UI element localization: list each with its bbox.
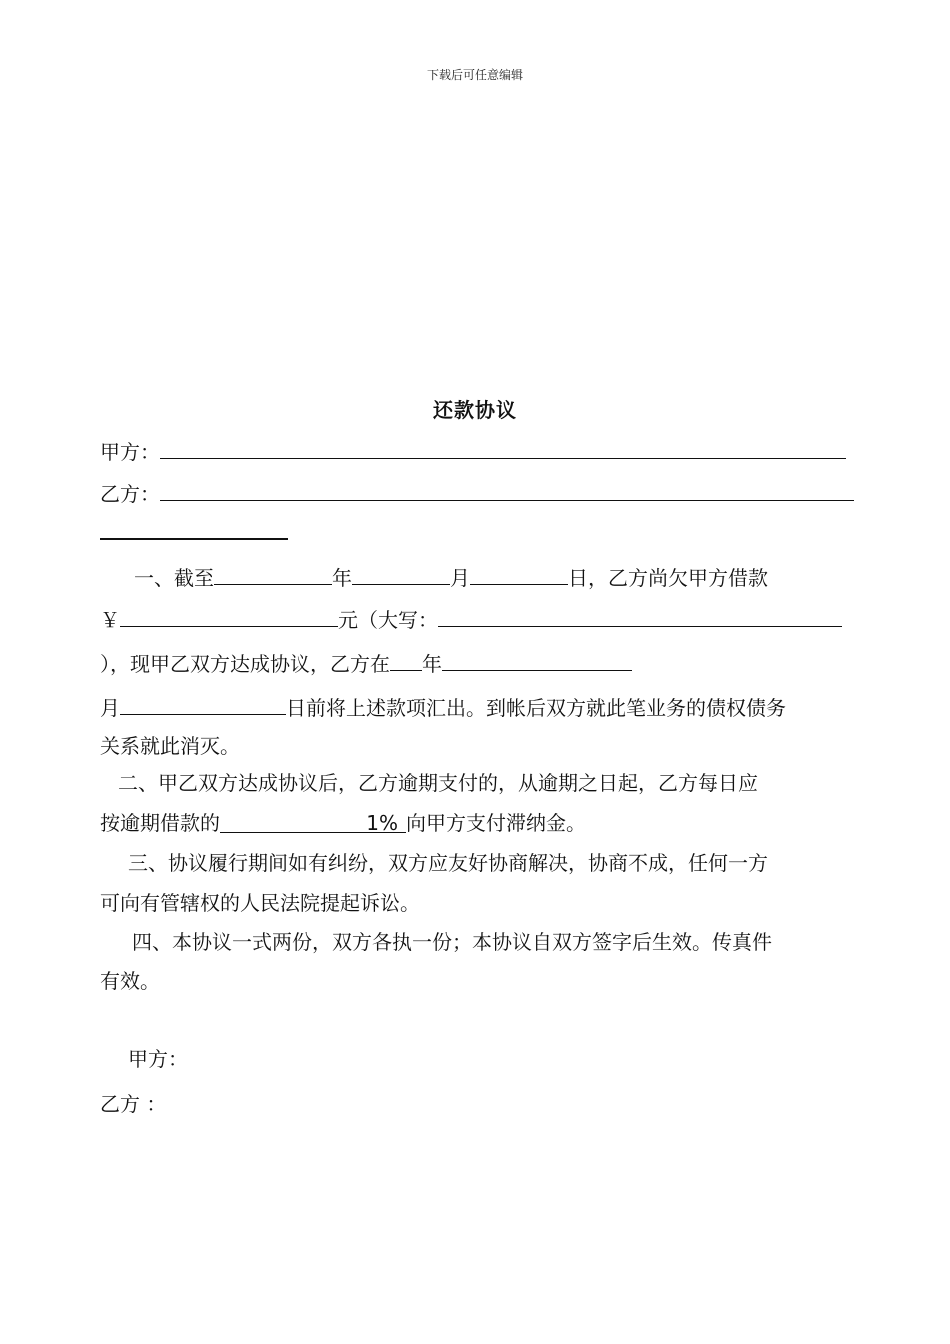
party-b-line <box>100 478 854 506</box>
pay-year-blank[interactable] <box>390 648 422 671</box>
year-label: 年 <box>332 566 352 590</box>
clause3-line2 <box>100 891 420 915</box>
clause2-line2 <box>100 811 586 835</box>
yuan-text: 元（大写： <box>338 608 438 632</box>
clause4-line1 <box>132 930 772 954</box>
clause1-line4 <box>100 692 786 720</box>
signature-party-b-label: 乙方 ： <box>100 1092 167 1116</box>
currency-symbol: ￥ <box>100 608 120 632</box>
pay-year-extra-blank[interactable] <box>442 648 632 671</box>
pay-month-blank[interactable] <box>120 692 286 715</box>
clause1-line3 <box>100 648 632 676</box>
clause3-text1: 三、协议履行期间如有纠纷，双方应友好协商解决，协商不成，任何一方 <box>128 851 768 875</box>
amount-blank[interactable] <box>120 604 338 627</box>
clause1-line2 <box>100 604 842 632</box>
page-header-note: 下载后可任意编辑 <box>426 68 523 82</box>
clause1-before-text: 日前将上述款项汇出。到帐后双方就此笔业务的债权债务 <box>286 696 786 720</box>
month2-label: 月 <box>100 696 120 720</box>
party-b-label: 乙方： <box>100 482 160 506</box>
month-label: 月 <box>450 566 470 590</box>
clause2-text: 二、甲乙双方达成协议后，乙方逾期支付的，从逾期之日起，乙方每日应 <box>118 771 758 795</box>
party-a-blank[interactable] <box>160 436 846 459</box>
party-b-blank-continued[interactable] <box>100 538 288 540</box>
clause1-prefix: 一、截至 <box>134 566 214 590</box>
clause1-line1 <box>134 562 768 590</box>
signature-party-a-label: 甲方： <box>128 1047 188 1071</box>
clause3-text2: 可向有管辖权的人民法院提起诉讼。 <box>100 891 420 915</box>
signature-party-a <box>128 1047 188 1071</box>
clause4-text2: 有效。 <box>100 969 160 993</box>
clause1-line5 <box>100 734 240 758</box>
party-a-line <box>100 436 846 464</box>
amount-uppercase-blank[interactable] <box>438 604 842 627</box>
clause2-line1 <box>118 771 758 795</box>
clause2-suffix: 向甲方支付滞纳金。 <box>406 811 586 835</box>
date-year-blank[interactable] <box>214 562 332 585</box>
clause2-prefix: 按逾期借款的 <box>100 811 220 835</box>
clause1-day-text: 日，乙方尚欠甲方借款 <box>568 566 768 590</box>
year2-label: 年 <box>422 652 442 676</box>
party-b-blank[interactable] <box>160 478 854 501</box>
date-day-blank[interactable] <box>470 562 568 585</box>
penalty-rate-field[interactable]: 1% <box>220 811 406 833</box>
clause4-text1: 四、本协议一式两份，双方各执一份；本协议自双方签字后生效。传真件 <box>132 930 772 954</box>
date-month-blank[interactable] <box>352 562 450 585</box>
clause4-line2 <box>100 969 160 993</box>
clause3-line1 <box>128 851 768 875</box>
clause1-end-text: 关系就此消灭。 <box>100 734 240 758</box>
party-a-label: 甲方： <box>100 440 160 464</box>
clause1-close-text: ），现甲乙双方达成协议，乙方在 <box>100 652 390 676</box>
signature-party-b <box>100 1092 166 1116</box>
document-title: 还款协议 <box>433 398 517 422</box>
